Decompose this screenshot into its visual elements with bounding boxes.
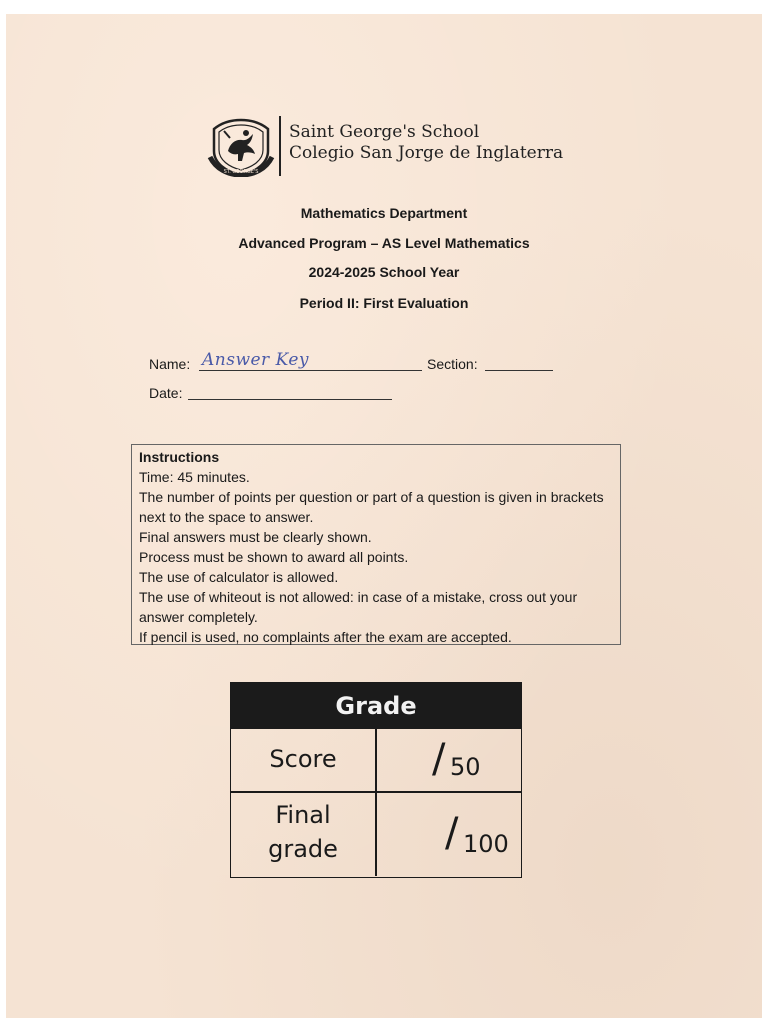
instruction-item: The use of whiteout is not allowed: in case of a mistake, cross out your answer completely. <box>139 589 578 625</box>
school-name-block <box>289 122 563 164</box>
instruction-item: Final answers must be clearly shown. <box>139 529 372 545</box>
name-handwritten-value: Answer Key <box>202 350 309 370</box>
school-name: Saint George's School <box>289 122 480 142</box>
exam-cover-page <box>6 14 762 1018</box>
final-grade-label: Final <box>275 801 331 829</box>
instruction-item: The number of points per question or part of a question is given in brackets next to the space to answer. <box>139 489 604 525</box>
final-grade-slash: / <box>445 810 459 856</box>
school-year-title: 2024-2025 School Year <box>308 264 460 280</box>
final-grade-label-line2: grade <box>268 835 338 863</box>
grade-table-row-divider <box>231 791 521 793</box>
header-divider <box>279 116 281 176</box>
grade-table-column-divider <box>375 729 377 876</box>
grade-table <box>230 682 522 878</box>
instructions-box <box>131 444 621 645</box>
score-label: Score <box>269 745 337 773</box>
section-line[interactable] <box>485 370 553 371</box>
section-label: Section: <box>427 356 478 372</box>
grade-table-heading: Grade <box>231 683 521 729</box>
school-crest-icon <box>206 117 276 177</box>
instruction-item: Process must be shown to award all points. <box>139 549 409 565</box>
department-title: Mathematics Department <box>300 205 468 221</box>
svg-text:ST. GEORGE'S: ST. GEORGE'S <box>223 169 259 175</box>
date-line[interactable] <box>188 399 392 400</box>
score-max-points: 50 <box>450 753 481 781</box>
school-name-spanish: Colegio San Jorge de Inglaterra <box>289 143 564 163</box>
date-label: Date: <box>149 385 183 401</box>
instructions-heading: Instructions <box>139 449 220 465</box>
score-slash: / <box>432 736 446 782</box>
name-label: Name: <box>149 356 191 372</box>
final-grade-max-points: 100 <box>463 830 509 858</box>
program-title: Advanced Program – AS Level Mathematics <box>238 235 530 251</box>
instruction-item: Time: 45 minutes. <box>139 469 250 485</box>
instruction-item: The use of calculator is allowed. <box>139 569 339 585</box>
instruction-item: If pencil is used, no complaints after the exam are accepted. <box>139 629 512 645</box>
name-line[interactable] <box>199 370 422 371</box>
period-title: Period II: First Evaluation <box>299 295 469 311</box>
